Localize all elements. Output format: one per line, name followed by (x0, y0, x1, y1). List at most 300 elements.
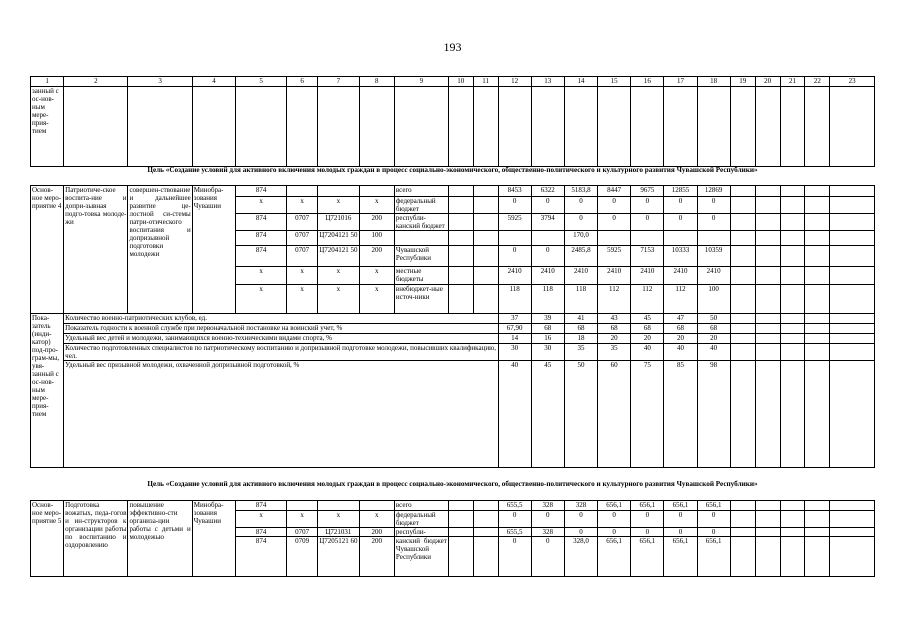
table-cell (755, 87, 780, 167)
table-cell (805, 344, 830, 361)
value-cell: 0 (498, 511, 531, 528)
target-code: x (318, 285, 359, 314)
value-cell: 0 (697, 197, 730, 214)
column-number: 2 (64, 77, 128, 87)
table-cell (473, 186, 498, 197)
table-cell (730, 314, 755, 324)
table-cell (730, 511, 755, 528)
value-cell: 3794 (531, 214, 564, 231)
value-cell (598, 231, 631, 246)
indicator-label: занный с ос-нов-ным мере-прия-тием (31, 87, 64, 167)
value-cell: 68 (531, 324, 564, 334)
page-number: 193 (443, 40, 462, 54)
value-cell: 35 (564, 344, 597, 361)
value-cell: 2410 (598, 267, 631, 285)
indicator-name: Количество военно-патриотических клубов, ед. (64, 314, 498, 324)
value-cell: 0 (564, 214, 597, 231)
expense-code: 200 (359, 214, 394, 231)
value-cell: 0 (631, 197, 664, 214)
table-cell (448, 528, 473, 537)
table-cell (448, 87, 473, 167)
value-cell: 10333 (664, 246, 697, 267)
table-cell (730, 361, 755, 468)
table-cell (805, 197, 830, 214)
section-code: 0707 (287, 214, 318, 231)
value-cell: 40 (664, 344, 697, 361)
table-cell (780, 214, 805, 231)
value-cell: 20 (598, 334, 631, 344)
value-cell: 656,1 (697, 537, 730, 577)
value-cell: 98 (697, 361, 730, 468)
table-cell (780, 267, 805, 285)
table-cell (780, 511, 805, 528)
column-number: 21 (780, 77, 805, 87)
column-number: 18 (697, 77, 730, 87)
table-cell (830, 528, 875, 537)
column-number: 5 (236, 77, 287, 87)
table-cell (780, 344, 805, 361)
table-cell (830, 267, 875, 285)
column-number: 23 (830, 77, 875, 87)
table-cell (128, 87, 192, 167)
grbs-code: 874 (236, 186, 287, 197)
indicator-name: Удельный вес призывной молодежи, охваченной допризывной подготовкой, % (64, 361, 498, 468)
value-cell: 0 (598, 528, 631, 537)
value-cell: 0 (531, 246, 564, 267)
table-cell (755, 324, 780, 334)
value-cell: 656,1 (631, 501, 664, 511)
value-cell: 0 (564, 197, 597, 214)
table-cell (805, 334, 830, 344)
column-number: 22 (805, 77, 830, 87)
value-cell: 2410 (498, 267, 531, 285)
value-cell: 67,90 (498, 324, 531, 334)
column-number: 6 (287, 77, 318, 87)
value-cell: 2410 (564, 267, 597, 285)
table-cell (755, 501, 780, 511)
indicator-name: Количество подготовленных специалистов по патриотическому воспитанию и допризывной подготовке молодежи, повысивших квалификацию, чел. (65, 344, 497, 360)
column-number: 19 (730, 77, 755, 87)
grbs-code: 874 (236, 528, 287, 537)
table-cell (236, 87, 287, 167)
column-number: 10 (448, 77, 473, 87)
table-cell (805, 511, 830, 528)
target-code: x (318, 197, 359, 214)
table-cell (730, 501, 755, 511)
table-cell (730, 344, 755, 361)
grbs-code: 874 (236, 501, 287, 511)
indicator-row (31, 361, 875, 468)
table-cell (830, 214, 875, 231)
expense-code: 100 (359, 231, 394, 246)
indicator-row (31, 314, 875, 324)
expense-code: 200 (359, 528, 394, 537)
table-cell (730, 537, 755, 577)
goal-heading-1: Цель «Создание условий для активного включения молодых граждан в процесс социально-экономического, общественно-политического и культурного развития Чувашской Республики» (147, 166, 758, 174)
table-cell (780, 528, 805, 537)
funding-source: республи-канский бюджет (394, 214, 448, 231)
target-code: Ц7205121 60 (318, 537, 359, 577)
table-cell (755, 334, 780, 344)
table-cell (448, 246, 473, 267)
table-cell (730, 334, 755, 344)
table-cell (755, 267, 780, 285)
value-cell: 39 (531, 314, 564, 324)
value-cell: 0 (697, 511, 730, 528)
table-cell (755, 537, 780, 577)
value-cell: 5925 (598, 246, 631, 267)
value-cell (697, 231, 730, 246)
value-cell: 0 (564, 511, 597, 528)
table-cell (598, 87, 631, 167)
funding-source: канский бюджет Чувашской Республики (394, 537, 448, 577)
table-cell (805, 528, 830, 537)
value-cell: 118 (564, 285, 597, 314)
expense-code: x (359, 267, 394, 285)
value-cell: 50 (697, 314, 730, 324)
table-cell (830, 87, 875, 167)
grbs-code: x (236, 197, 287, 214)
funding-source: федеральный бюджет (394, 511, 448, 528)
table-cell (448, 267, 473, 285)
value-cell: 18 (564, 334, 597, 344)
table-cell (730, 87, 755, 167)
table-cell (805, 314, 830, 324)
table-cell (780, 314, 805, 324)
value-cell: 5925 (498, 214, 531, 231)
value-cell: 656,1 (598, 501, 631, 511)
value-cell: 0 (697, 528, 730, 537)
value-cell: 328,0 (564, 537, 597, 577)
table-cell (473, 528, 498, 537)
responsible: Минобра-зования Чувашии (192, 501, 236, 577)
value-cell: 6322 (531, 186, 564, 197)
column-number: 11 (473, 77, 498, 87)
grbs-code: 874 (236, 231, 287, 246)
header-row (31, 77, 875, 87)
table-cell (755, 197, 780, 214)
column-number: 13 (531, 77, 564, 87)
value-cell: 20 (664, 334, 697, 344)
value-cell: 2410 (531, 267, 564, 285)
value-cell: 656,1 (664, 537, 697, 577)
table-cell (473, 87, 498, 167)
column-number: 16 (631, 77, 664, 87)
value-cell: 40 (631, 344, 664, 361)
grbs-code: x (236, 511, 287, 528)
table-cell (730, 186, 755, 197)
column-number: 15 (598, 77, 631, 87)
table-cell (830, 186, 875, 197)
expense-code: 200 (359, 246, 394, 267)
table-cell (780, 285, 805, 314)
value-cell: 656,1 (598, 537, 631, 577)
table-cell (730, 285, 755, 314)
expense-code: x (359, 197, 394, 214)
value-cell: 2410 (697, 267, 730, 285)
value-cell: 0 (664, 197, 697, 214)
table-cell (805, 231, 830, 246)
value-cell: 2410 (664, 267, 697, 285)
value-cell: 328 (531, 528, 564, 537)
value-cell: 118 (531, 285, 564, 314)
value-cell: 655,5 (498, 528, 531, 537)
table-cell (755, 231, 780, 246)
column-number: 17 (664, 77, 697, 87)
grbs-code: x (236, 267, 287, 285)
table-cell (780, 246, 805, 267)
value-cell: 43 (598, 314, 631, 324)
table-cell (805, 501, 830, 511)
table-cell (805, 186, 830, 197)
table-cell (830, 344, 875, 361)
value-cell: 85 (664, 361, 697, 468)
table-cell (805, 87, 830, 167)
section-code: x (287, 267, 318, 285)
table-cell (631, 87, 664, 167)
value-cell: 60 (598, 361, 631, 468)
expense-code: x (359, 285, 394, 314)
section-code (287, 501, 318, 511)
table-cell (318, 87, 359, 167)
value-cell: 7153 (631, 246, 664, 267)
value-cell: 100 (697, 285, 730, 314)
table-cell (448, 197, 473, 214)
table-cell (830, 537, 875, 577)
value-cell: 0 (631, 511, 664, 528)
table-cell (755, 214, 780, 231)
indicator-row (31, 324, 875, 334)
table-cell (780, 186, 805, 197)
value-cell: 14 (498, 334, 531, 344)
value-cell: 37 (498, 314, 531, 324)
event-name: Основ-ное меро-приятие 5 (31, 501, 64, 577)
table-cell (531, 87, 564, 167)
value-cell: 50 (564, 361, 597, 468)
table-cell (780, 87, 805, 167)
table-cell (473, 511, 498, 528)
table-cell (830, 501, 875, 511)
table-cell (755, 361, 780, 468)
value-cell: 0 (564, 528, 597, 537)
value-cell: 655,5 (498, 501, 531, 511)
table-cell (448, 285, 473, 314)
value-cell: 0 (598, 511, 631, 528)
table-cell (755, 246, 780, 267)
grbs-code: 874 (236, 214, 287, 231)
table-cell (805, 324, 830, 334)
table-cell (664, 87, 697, 167)
value-cell: 68 (697, 324, 730, 334)
table-cell (755, 186, 780, 197)
table-cell (830, 197, 875, 214)
table-cell (64, 87, 128, 167)
value-cell: 20 (697, 334, 730, 344)
table-cell (780, 324, 805, 334)
table-row (31, 87, 875, 167)
value-cell: 656,1 (664, 501, 697, 511)
section-code (287, 186, 318, 197)
indicator-label: Пока-затель (инди-катор) под-про-грам-мы, увя-занный с ос-нов-ным мере-прия-тием (31, 314, 64, 468)
table-cell (805, 214, 830, 231)
event-goal: повышение эффективно-сти организа-ции работы с детьми и молодежью (128, 501, 192, 577)
table-cell (287, 87, 318, 167)
value-cell: 68 (664, 324, 697, 334)
column-number: 20 (755, 77, 780, 87)
funding-source: всего (394, 501, 448, 511)
table-cell (755, 511, 780, 528)
table-cell (697, 87, 730, 167)
target-code: Ц7204121 50 (318, 231, 359, 246)
event-title: Подготовка вожатых, педа-гогов и ин-структоров к организации работы по воспитанию и оздоровлению (64, 501, 128, 577)
value-cell: 112 (631, 285, 664, 314)
target-code: Ц721031 (318, 528, 359, 537)
value-cell: 12869 (697, 186, 730, 197)
table-cell (755, 528, 780, 537)
table-cell (730, 267, 755, 285)
responsible: Минобра-зования Чувашии (192, 186, 236, 314)
value-cell: 8447 (598, 186, 631, 197)
table-cell (448, 501, 473, 511)
value-cell: 328 (564, 501, 597, 511)
table-cell (394, 87, 448, 167)
value-cell: 170,0 (564, 231, 597, 246)
target-code: x (318, 511, 359, 528)
value-cell: 0 (631, 214, 664, 231)
value-cell: 0 (664, 511, 697, 528)
value-cell: 2485,8 (564, 246, 597, 267)
table-cell (755, 285, 780, 314)
value-cell: 20 (631, 334, 664, 344)
value-cell: 35 (598, 344, 631, 361)
value-cell: 68 (598, 324, 631, 334)
funding-source: федеральный бюджет (394, 197, 448, 214)
section-code: 0709 (287, 537, 318, 577)
value-cell (664, 231, 697, 246)
table-cell (448, 186, 473, 197)
expense-code (359, 186, 394, 197)
table-cell (830, 334, 875, 344)
indicator-name: Удельный вес детей и молодежи, занимающихся военно-техническими видами спорта, % (64, 334, 498, 344)
table-cell (830, 324, 875, 334)
expense-code (359, 501, 394, 511)
table-cell (780, 501, 805, 511)
column-number: 1 (31, 77, 64, 87)
table-cell (473, 267, 498, 285)
target-code: Ц7204121 50 (318, 246, 359, 267)
grbs-code: 874 (236, 537, 287, 577)
table-cell (755, 314, 780, 324)
table-cell (564, 87, 597, 167)
target-code (318, 501, 359, 511)
value-cell: 0 (664, 214, 697, 231)
table-cell (830, 231, 875, 246)
value-cell: 118 (498, 285, 531, 314)
table-row (31, 186, 875, 197)
target-code: x (318, 267, 359, 285)
table-cell (192, 87, 236, 167)
expense-code: x (359, 511, 394, 528)
section-code: 0707 (287, 528, 318, 537)
funding-source: внебюджет-ные источ-ники (394, 285, 448, 314)
value-cell: 0 (664, 528, 697, 537)
value-cell: 328 (531, 501, 564, 511)
section-code: x (287, 197, 318, 214)
value-cell: 5183,8 (564, 186, 597, 197)
table-cell (780, 231, 805, 246)
column-number: 12 (498, 77, 531, 87)
grbs-code: x (236, 285, 287, 314)
table-cell (780, 334, 805, 344)
value-cell: 16 (531, 334, 564, 344)
value-cell: 0 (498, 246, 531, 267)
value-cell: 0 (498, 537, 531, 577)
table-cell (498, 87, 531, 167)
table-cell (473, 231, 498, 246)
section-code: 0707 (287, 231, 318, 246)
table-cell (473, 214, 498, 231)
funding-source: Чувашской Республики (394, 246, 448, 267)
value-cell: 0 (531, 197, 564, 214)
value-cell: 30 (531, 344, 564, 361)
value-cell: 68 (564, 324, 597, 334)
table-cell (448, 214, 473, 231)
column-number: 3 (128, 77, 192, 87)
column-number: 14 (564, 77, 597, 87)
value-cell (631, 231, 664, 246)
table-cell (805, 267, 830, 285)
table-cell (473, 537, 498, 577)
value-cell: 2410 (631, 267, 664, 285)
value-cell: 40 (498, 361, 531, 468)
value-cell: 45 (631, 314, 664, 324)
table-cell (805, 285, 830, 314)
event-4-table (30, 185, 875, 468)
event-goal: совершен-ствование и дальнейшее развитие це-лостной си-стемы патри-отического воспитания и допризывной подготовки молодежи (128, 186, 192, 314)
program-table (30, 76, 875, 167)
value-cell: 30 (498, 344, 531, 361)
value-cell: 656,1 (631, 537, 664, 577)
indicator-name: Показатель годности к военной службе при первоначальной постановке на воинский учет, % (64, 324, 498, 334)
table-cell (830, 314, 875, 324)
target-code: Ц721016 (318, 214, 359, 231)
event-title: Патриотиче-ское воспита-ние и допри-зывная подго-товка молоде-жи (64, 186, 128, 314)
section-code: 0707 (287, 246, 318, 267)
event-5-table (30, 500, 875, 577)
column-number: 7 (318, 77, 359, 87)
table-cell (805, 361, 830, 468)
column-number: 8 (359, 77, 394, 87)
value-cell: 47 (664, 314, 697, 324)
table-cell (805, 537, 830, 577)
value-cell: 40 (697, 344, 730, 361)
value-cell: 9675 (631, 186, 664, 197)
table-cell (473, 246, 498, 267)
table-cell (730, 214, 755, 231)
table-cell (780, 197, 805, 214)
table-cell (830, 285, 875, 314)
value-cell: 0 (631, 528, 664, 537)
section-code: x (287, 511, 318, 528)
table-cell (448, 537, 473, 577)
table-cell (359, 87, 394, 167)
section-code: x (287, 285, 318, 314)
value-cell: 0 (598, 197, 631, 214)
table-cell (780, 361, 805, 468)
table-cell (473, 197, 498, 214)
funding-source: местные бюджеты (394, 267, 448, 285)
value-cell: 75 (631, 361, 664, 468)
